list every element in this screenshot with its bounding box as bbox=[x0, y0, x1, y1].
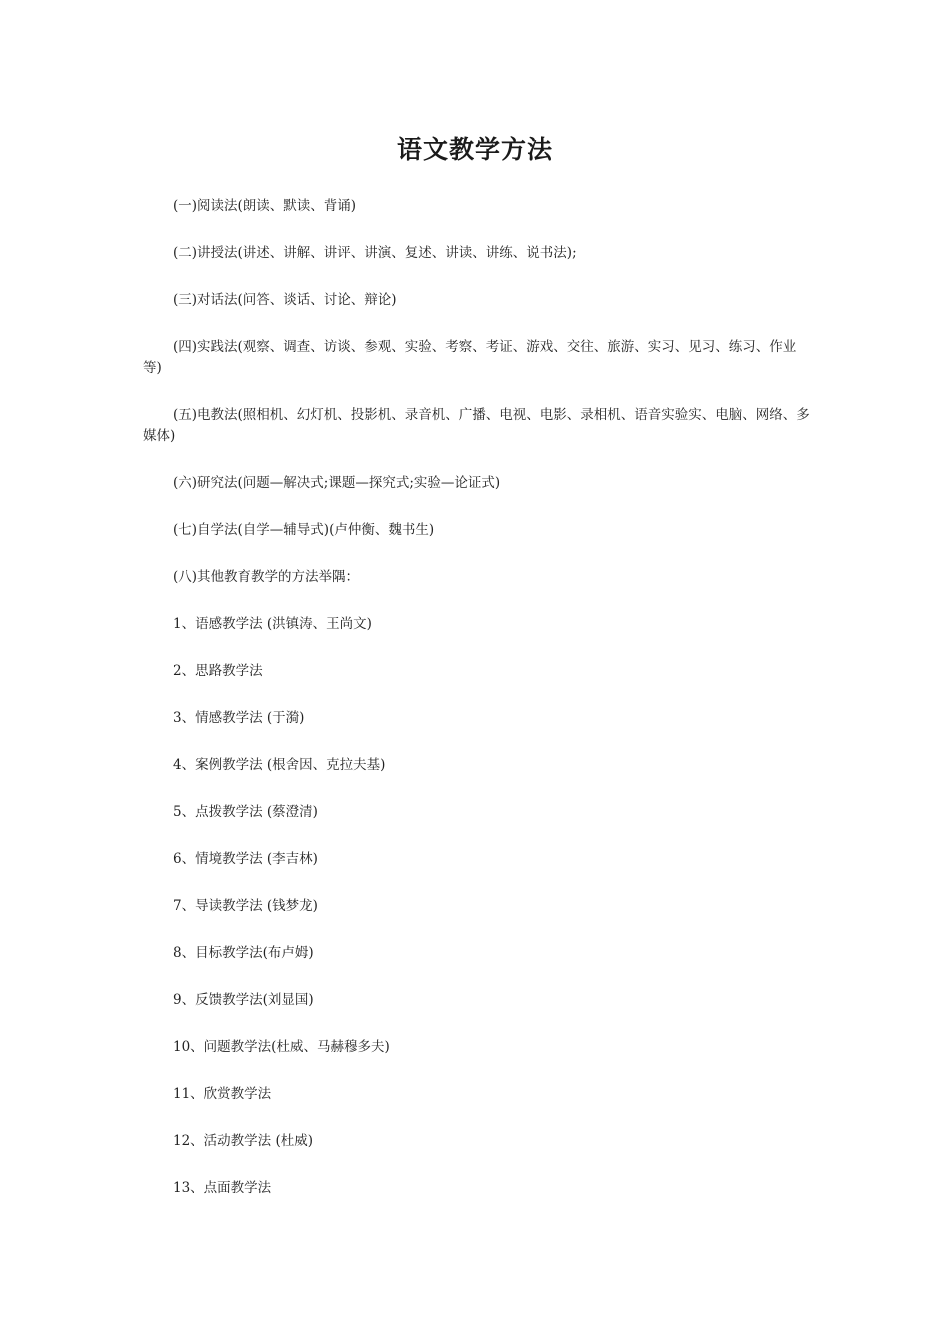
document-body bbox=[143, 196, 813, 1225]
list-item: 2、思路教学法 bbox=[173, 663, 263, 679]
list-item: 6、情境教学法 (李吉林) bbox=[173, 851, 318, 867]
document-title: 语文教学方法 bbox=[396, 135, 553, 164]
list-item: 8、目标教学法(布卢姆) bbox=[173, 945, 314, 961]
list-item: 4、案例教学法 (根舍因、克拉夫基) bbox=[173, 757, 386, 773]
list-item: 5、点拨教学法 (蔡澄清) bbox=[173, 804, 318, 820]
list-item: 3、情感教学法 (于漪) bbox=[173, 710, 305, 726]
paragraph: (二)讲授法(讲述、讲解、讲评、讲演、复述、讲读、讲练、说书法); bbox=[173, 245, 577, 261]
paragraph: (五)电教法(照相机、幻灯机、投影机、录音机、广播、电视、电影、录相机、语音实验实、电脑、网络、多媒体) bbox=[143, 407, 810, 444]
list-item: 10、问题教学法(杜威、马赫穆多夫) bbox=[173, 1039, 390, 1055]
list-item: 7、导读教学法 (钱梦龙) bbox=[173, 898, 318, 914]
list-item: 11、欣赏教学法 bbox=[173, 1086, 272, 1102]
paragraph: (三)对话法(问答、谈话、讨论、辩论) bbox=[173, 292, 397, 308]
paragraph: (八)其他教育教学的方法举隅： bbox=[173, 569, 360, 585]
list-item: 9、反馈教学法(刘显国) bbox=[173, 992, 314, 1008]
paragraph: (六)研究法(问题—解决式;课题—探究式;实验—论证式) bbox=[173, 475, 501, 491]
list-item: 1、语感教学法 (洪镇涛、王尚文) bbox=[173, 616, 372, 632]
list-item: 12、活动教学法 (杜威) bbox=[173, 1133, 314, 1149]
paragraph: (四)实践法(观察、调查、访谈、参观、实验、考察、考证、游戏、交往、旅游、实习、见习、练习、作业等) bbox=[143, 339, 797, 376]
paragraph: (一)阅读法(朗读、默读、背诵) bbox=[173, 198, 357, 214]
paragraph: (七)自学法(自学—辅导式)(卢仲衡、魏书生) bbox=[173, 522, 435, 538]
list-item: 13、点面教学法 bbox=[173, 1180, 272, 1196]
